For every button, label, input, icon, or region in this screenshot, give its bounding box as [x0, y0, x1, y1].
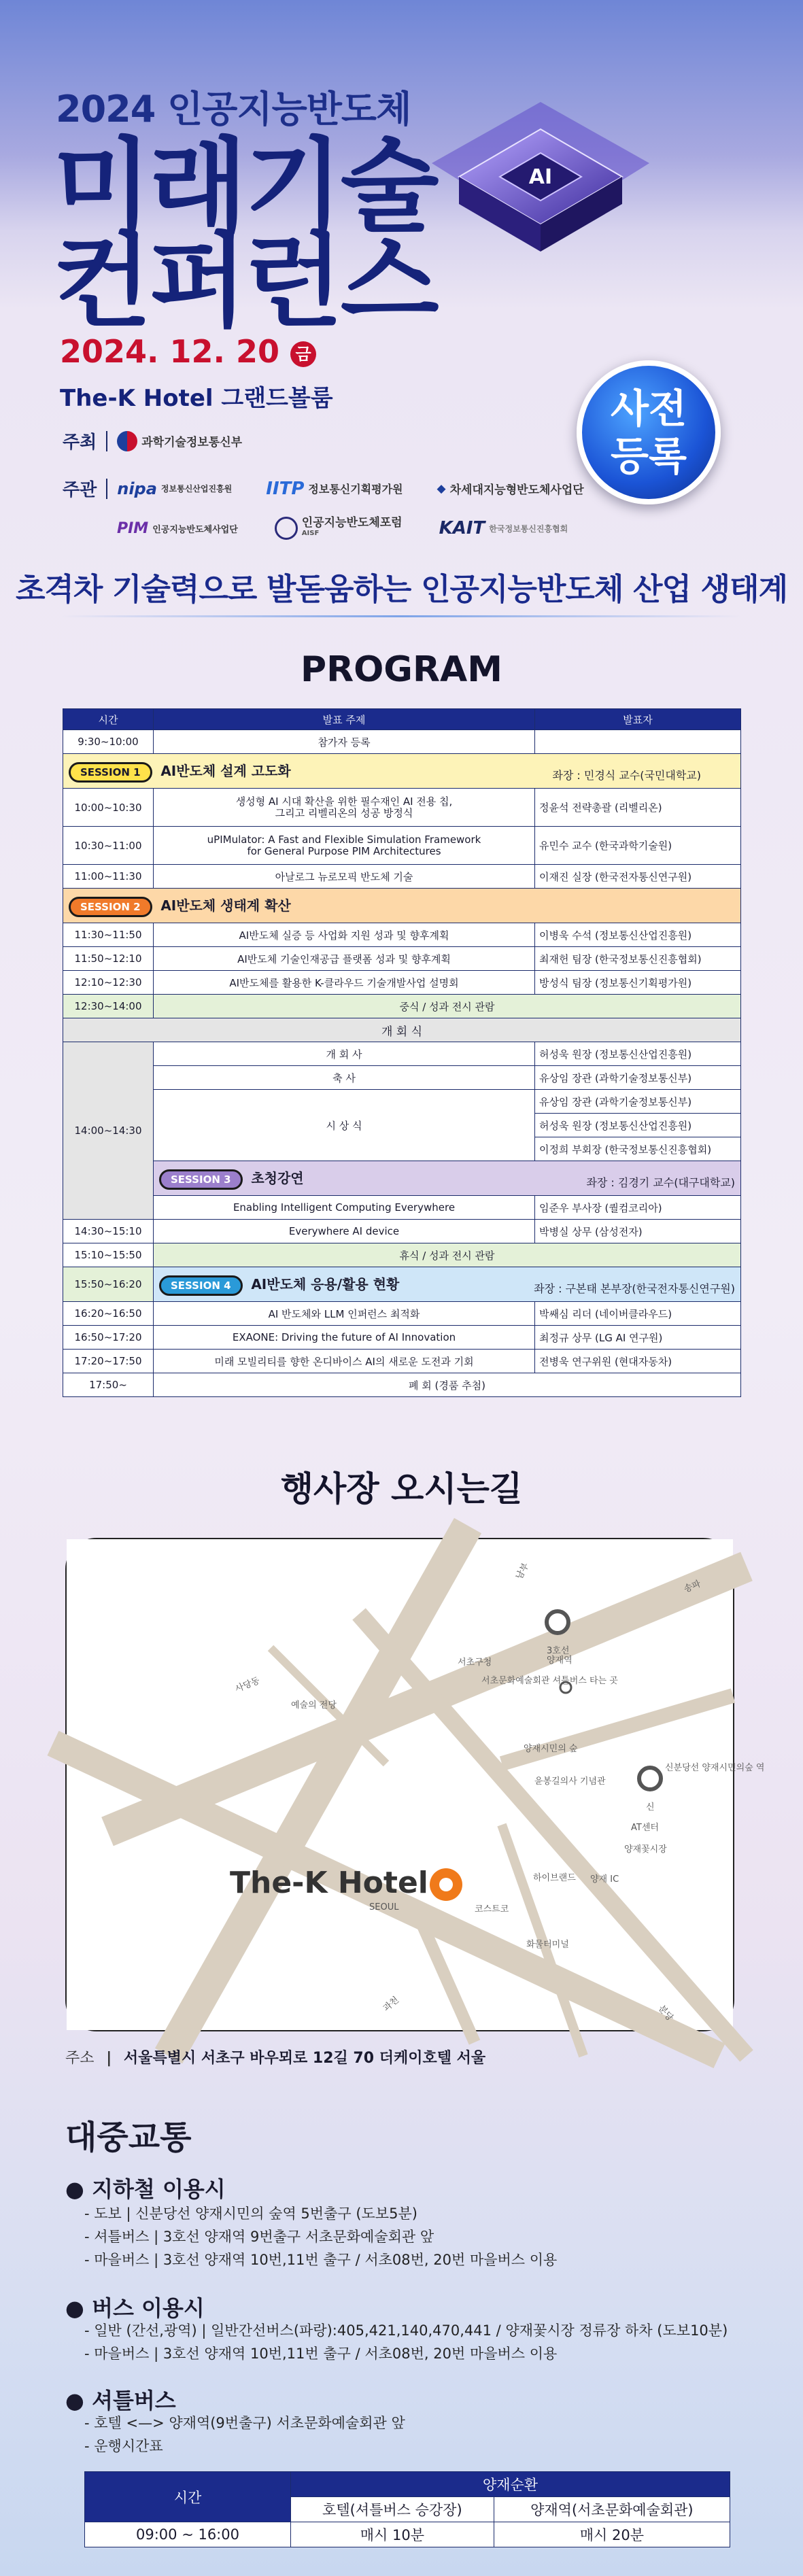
svg-text:사당동: 사당동 [233, 1675, 262, 1695]
event-date [60, 333, 316, 370]
program-title: PROGRAM [300, 649, 503, 690]
session-3-title: 초청강연 [251, 1169, 304, 1186]
session-3-header [63, 1161, 741, 1196]
address: 주소 | 서울특별시 서초구 바우뫼로 12길 70 더케이호텔 서울 [65, 2050, 486, 2067]
session-1-title: AI반도체 설계 고도화 [160, 762, 291, 779]
svg-text:과천: 과천 [381, 1995, 401, 2014]
shuttle-timetable: 시간 양재순환 호텔(셔틀버스 승강장) 양재역(서초문화예술회관) 09:00 ~ 16:00 매시 10분 매시 20분 [84, 2471, 730, 2547]
transport-title: 대중교통 [65, 2118, 192, 2157]
bus-heading: ● 버스 이용시 [65, 2295, 205, 2321]
hotel-name-label: The-K Hotel [230, 1866, 428, 1900]
event-title-line2: 컨퍼런스 [53, 223, 437, 341]
subway-line: - 셔틀버스 | 3호선 양재역 9번출구 서초문화예술회관 앞 [84, 2229, 434, 2245]
event-venue: The-K Hotel 그랜드볼룸 [60, 385, 333, 412]
table-row: 16:20~16:50 AI 반도체와 LLM 인퍼런스 최적화 박쌔심 리더 (네이버클라우드) [63, 1302, 741, 1326]
session-2-title: AI반도체 생태계 확산 [160, 897, 291, 914]
directions-title: 행사장 오시는길 [280, 1469, 523, 1509]
table-row: 10:00~10:30 생성형 AI 시대 확산을 위한 필수재인 AI 전용 칩, 그리고 리벨리온의 성공 방정식 정윤석 전략총괄 (리벨리온) [63, 789, 741, 827]
subway-heading: ● 지하철 이용시 [65, 2176, 226, 2202]
address-text: 서울특별시 서초구 바우뫼로 12길 70 더케이호텔 서울 [123, 2050, 486, 2067]
svg-text:하이브랜드: 하이브랜드 [533, 1873, 576, 1883]
svg-text:양재 IC: 양재 IC [590, 1874, 619, 1885]
table-row: 14:00~14:30 개 회 사 허성욱 원장 (정보통신산업진흥원) [63, 1042, 741, 1066]
closing-row: 17:50~ 폐 회 (경품 추첨) [63, 1373, 741, 1397]
table-header-row [63, 709, 741, 730]
svg-text:윤봉길의사 기념관: 윤봉길의사 기념관 [534, 1776, 606, 1787]
address-label: 주소 [65, 2050, 95, 2067]
table-row: 시 상 식 유상임 장관 (과학기술정보통신부) [63, 1090, 741, 1114]
program-table [63, 708, 741, 1397]
ceremony-title-row: 개 회 식 [63, 1018, 741, 1042]
event-title-line1: 미래기술 [53, 128, 437, 246]
nipa-logo: nipa 정보통신산업진흥원 [117, 479, 233, 498]
aisf-mark-icon [275, 517, 298, 540]
weekday-circle: 금 [290, 341, 316, 367]
svg-text:서초문화예술회관 셔틀버스 타는 곳: 서초문화예술회관 셔틀버스 타는 곳 [481, 1676, 618, 1686]
shuttle-heading: ● 셔틀버스 [65, 2388, 176, 2414]
table-row: 11:00~11:30 아날로그 뉴로모픽 반도체 기술 이재진 실장 (한국전자통신연구원) [63, 865, 741, 889]
header-topic: 발표 주제 [154, 709, 535, 730]
session-4-pill: SESSION 4 [159, 1275, 243, 1296]
table-row: 17:20~17:50 미래 모빌리티를 향한 온디바이스 AI의 새로운 도전과 기회 전병욱 연구위원 (현대자동차) [63, 1350, 741, 1373]
session-4-title: AI반도체 응용/활용 현황 [251, 1275, 400, 1292]
table-row: 이정희 부회장 (한국정보통신진흥협회) [63, 1137, 741, 1161]
iitp-logo: IITP 정보통신기획평가원 [266, 478, 403, 499]
session-3-pill: SESSION 3 [159, 1169, 243, 1190]
svg-text:양재꽃시장: 양재꽃시장 [624, 1844, 667, 1855]
next-gen-semiconductor-logo: ◆ 차세대지능형반도체사업단 [437, 481, 584, 497]
pim-logo: PIM 인공지능반도체사업단 [117, 519, 238, 537]
svg-text:코스트코: 코스트코 [475, 1904, 509, 1914]
table-row: 9:30~10:00 참가자 등록 [63, 730, 741, 754]
organizer-label: 주관 [63, 480, 97, 500]
table-row: 11:50~12:10 AI반도체 기술인재공급 플랫폼 성과 및 향후계획 최재헌 팀장 (한국정보통신진흥협회) [63, 947, 741, 971]
table-row: Enabling Intelligent Computing Everywhere 임준우 부사장 (퀄컴코리아) [63, 1196, 741, 1220]
session-1-chair: 좌장 : 민경식 교수(국민대학교) [552, 768, 701, 782]
msit-logo: 과학기술정보통신부 [117, 431, 242, 451]
svg-text:AT센터: AT센터 [631, 1823, 659, 1833]
organizer-row-2 [117, 517, 568, 540]
badge-line2: 등록 [610, 433, 687, 479]
hotel-city-label: SEOUL [369, 1902, 399, 1912]
svg-text:양재시민의 숲: 양재시민의 숲 [524, 1744, 578, 1754]
chip-label: AI [528, 165, 553, 189]
svg-text:신분당선 양재시민의숲 역: 신분당선 양재시민의숲 역 [665, 1763, 765, 1773]
shuttle-line: - 호텔 <—> 양재역(9번출구) 서초문화예술회관 앞 [84, 2415, 405, 2431]
table-row: 허성욱 원장 (정보통신산업진흥원) [63, 1114, 741, 1137]
organizer-row [63, 476, 584, 501]
svg-text:예술의 전당: 예술의 전당 [291, 1700, 337, 1711]
svg-text:양재역: 양재역 [547, 1655, 573, 1666]
ai-chip-illustration [418, 88, 663, 320]
host-row [63, 428, 242, 453]
kait-logo: KAIT 한국정보통신진흥협회 [439, 518, 568, 538]
tagline: 초격차 기술력으로 발돋움하는 인공지능반도체 산업 생태계 [15, 571, 788, 607]
aisf-logo: 인공지능반도체포럼 AISF [275, 517, 403, 540]
header-time: 시간 [63, 709, 154, 730]
svg-text:화물터미널: 화물터미널 [526, 1940, 569, 1950]
svg-text:신: 신 [646, 1802, 655, 1813]
event-subtitle: 2024 인공지능반도체 [56, 88, 411, 131]
subway-line: - 도보 | 신분당선 양재시민의 숲역 5번출구 (도보5분) [84, 2205, 417, 2222]
svg-text:송파: 송파 [682, 1579, 702, 1595]
subway-line: - 마을버스 | 3호선 양재역 10번,11번 출구 / 서초08번, 20번 마을버스 이용 [84, 2252, 558, 2268]
svg-text:서초구청: 서초구청 [458, 1658, 492, 1668]
venue-map[interactable] [65, 1538, 765, 2031]
table-row: 11:30~11:50 AI반도체 실증 등 사업화 지원 성과 및 향후계획 이병욱 수석 (정보통신산업진흥원) [63, 923, 741, 947]
svg-text:3호선: 3호선 [547, 1646, 570, 1656]
chip-icon: ◆ [437, 481, 446, 496]
svg-text:분당: 분당 [655, 2003, 675, 2023]
bus-line: - 일반 (간선,광역) | 일반간선버스(파랑):405,421,140,470,441 / 양재꽃시장 정류장 하차 (도보10분) [84, 2322, 728, 2339]
session-3-chair: 좌장 : 김경기 교수(대구대학교) [586, 1175, 735, 1189]
divider [61, 615, 741, 617]
header-speaker: 발표자 [535, 709, 741, 730]
lunch-row: 12:30~14:00 중식 / 성과 전시 관람 [63, 995, 741, 1018]
event-date-text: 2024. 12. 20 [60, 333, 280, 370]
session-1-header [63, 754, 741, 789]
msit-emblem-icon [117, 431, 137, 451]
host-label: 주최 [63, 432, 97, 453]
table-row: 16:50~17:20 EXAONE: Driving the future of AI Innovation 최정규 상무 (LG AI 연구원) [63, 1326, 741, 1350]
badge-line1: 사전 [610, 385, 687, 432]
session-1-pill: SESSION 1 [69, 762, 152, 783]
bus-line: - 마을버스 | 3호선 양재역 10번,11번 출구 / 서초08번, 20번 마을버스 이용 [84, 2346, 558, 2362]
table-row: 축 사 유상임 장관 (과학기술정보통신부) [63, 1066, 741, 1090]
break-row: 15:50~16:20 SESSION 4 AI반도체 응용/활용 현황 좌장 : 구본태 본부장(한국전자통신연구원) [63, 1267, 741, 1302]
svg-text:남부: 남부 [514, 1561, 532, 1581]
session-4-chair: 좌장 : 구본태 본부장(한국전자통신연구원) [534, 1282, 735, 1295]
pre-registration-button[interactable] [577, 360, 721, 504]
session-2-header [63, 889, 741, 923]
shuttle-line: - 운행시간표 [84, 2438, 163, 2454]
session-2-pill: SESSION 2 [69, 897, 152, 917]
table-row: 15:10~15:50 휴식 / 성과 전시 관람 [63, 1243, 741, 1267]
table-row: 14:30~15:10 Everywhere AI device 박병실 상무 (삼성전자) [63, 1220, 741, 1243]
table-row: 10:30~11:00 uPIMulator: A Fast and Flexible Simulation Framework for General Purpose PIM Architectures 유민수 교수 (한국과학기술원) [63, 827, 741, 865]
table-row: 12:10~12:30 AI반도체를 활용한 K-클라우드 기술개발사업 설명회 방성식 팀장 (정보통신기획평가원) [63, 971, 741, 995]
